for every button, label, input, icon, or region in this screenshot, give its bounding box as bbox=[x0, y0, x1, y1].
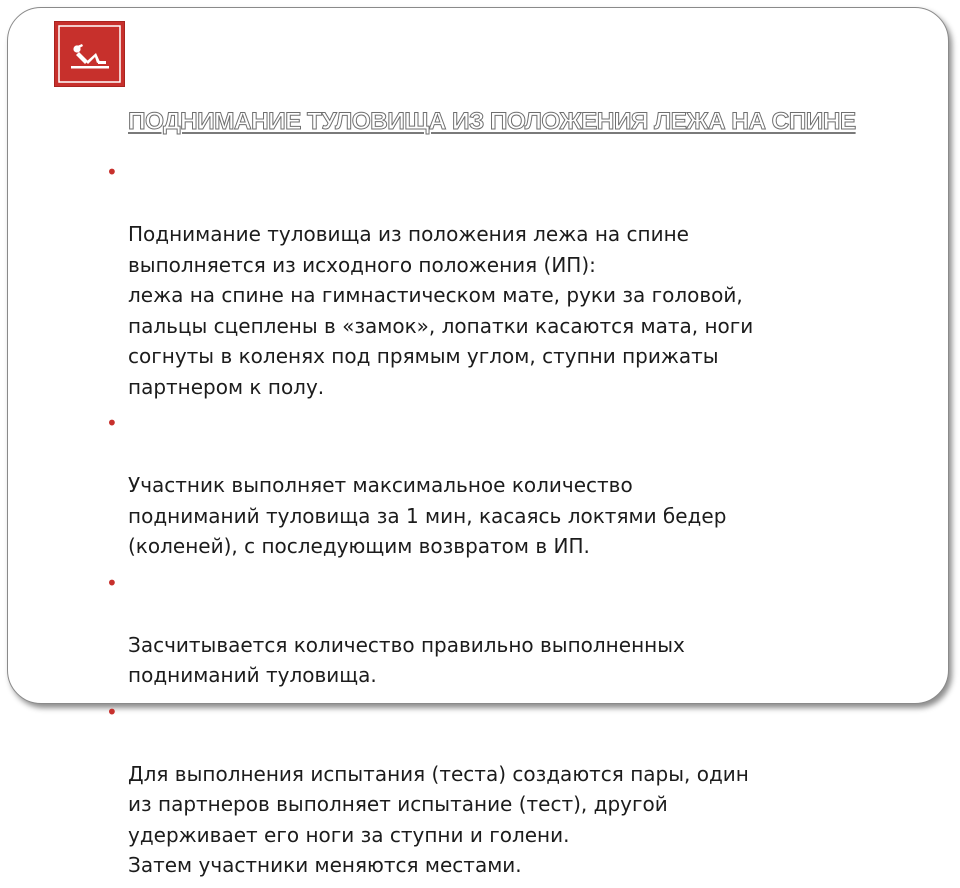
bullet-text: Для выполнения испытания (теста) создаются пары, один из партнеров выполняет испытание (тест), другой удерживает его ноги за ступни и голени. Затем участники меняются местами. bbox=[128, 761, 749, 877]
bullet-item bbox=[104, 569, 904, 691]
slide-title: ПОДНИМАНИЕ ТУЛОВИЩА ИЗ ПОЛОЖЕНИЯ ЛЕЖА НА СПИНЕ bbox=[128, 108, 856, 135]
bullet-text: Участник выполняет максимальное количество подниманий туловища за 1 мин, касаясь локтями бедер (коленей), с последующим возвратом в ИП. bbox=[128, 473, 727, 558]
bullet-icon: • bbox=[106, 699, 118, 724]
bullet-icon: • bbox=[106, 570, 118, 595]
logo bbox=[54, 21, 125, 87]
bullet-icon: • bbox=[106, 411, 118, 435]
sit-up-figure-icon bbox=[55, 22, 124, 86]
bullet-item bbox=[104, 698, 904, 881]
bullet-text: Поднимание туловища из положения лежа на спине выполняется из исходного положения (ИП): лежа на спине на гимнастическом мате, руки за головой, пальцы сцеплены в «замок», лопатки касаются мата, ноги согнуты в коленях под прямым углом, ступни прижаты партнером к полу. bbox=[128, 222, 754, 399]
bullet-text: Засчитывается количество правильно выполненных подниманий туловища. bbox=[128, 632, 685, 687]
bullet-icon: • bbox=[106, 160, 118, 184]
bullet-list bbox=[104, 158, 904, 888]
bullet-item bbox=[104, 409, 904, 562]
bullet-item bbox=[104, 158, 904, 402]
